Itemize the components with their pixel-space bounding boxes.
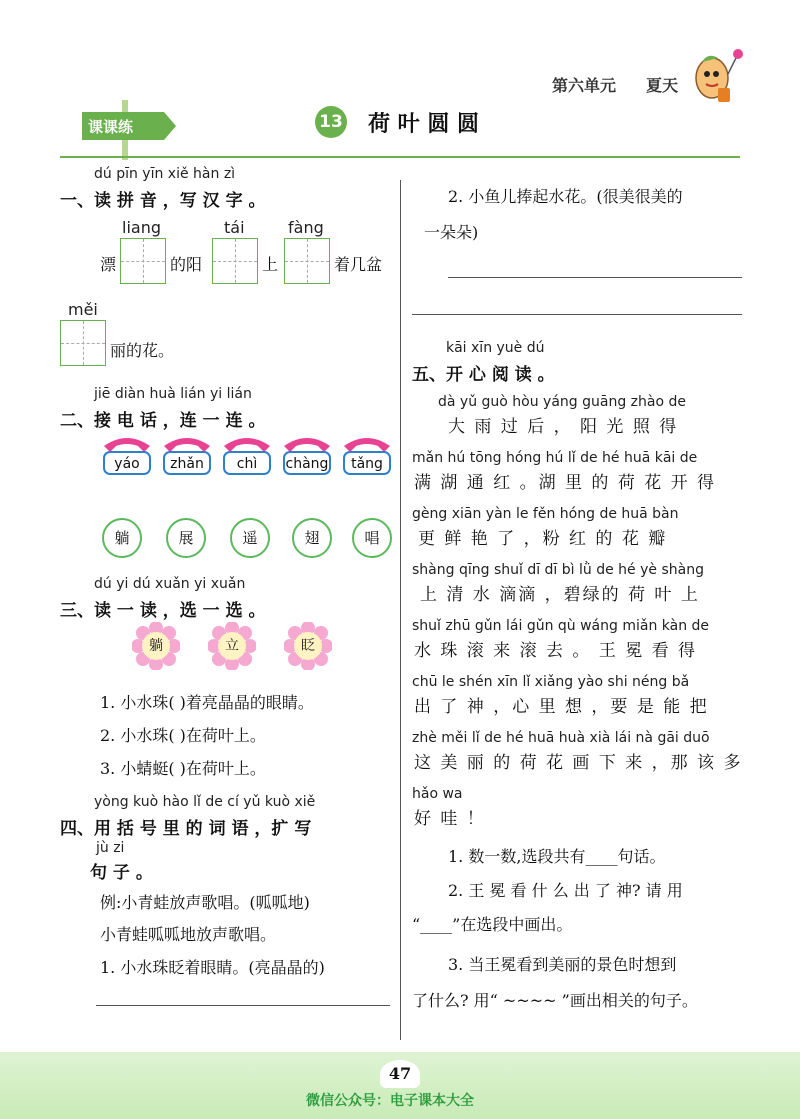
s5-question-2: 2. 王 冕 看 什 么 出 了 神? 请 用 xyxy=(448,881,683,900)
flower-option-3[interactable] xyxy=(284,622,332,670)
s3-item-3: 3. 小蜻蜓( )在荷叶上。 xyxy=(100,759,266,778)
char-circle-3[interactable]: 遥 xyxy=(230,518,270,558)
char-circle-5[interactable]: 唱 xyxy=(352,518,392,558)
passage-line-7: 这 美 丽 的 荷 花 画 下 来 ，那 该 多 xyxy=(414,753,743,773)
s2-pinyin: jiē diàn huà lián yi lián xyxy=(94,386,252,402)
footer-watermark: 微信公众号：电子课本大全 xyxy=(306,1093,474,1109)
s5-question-3: 3. 当王冕看到美丽的景色时想到 xyxy=(448,955,677,974)
s1-py-4: měi xyxy=(68,300,98,319)
phone-card-3[interactable] xyxy=(220,432,274,476)
s1-text-5: 丽的花。 xyxy=(110,341,175,360)
s4-pinyin: yòng kuò hào lǐ de cí yǔ kuò xiě xyxy=(94,794,316,810)
unit-label: 第六单元 xyxy=(552,76,617,95)
char-circle-4[interactable]: 翅 xyxy=(292,518,332,558)
column-divider xyxy=(400,180,401,1040)
passage-line-2: 满 湖 通 红 。湖 里 的 荷 花 开 得 xyxy=(414,473,717,493)
passage-line-4: 上 清 水 滴滴 ，碧绿的 荷 叶 上 xyxy=(420,585,700,605)
phone-card-1[interactable] xyxy=(100,432,154,476)
header-rule xyxy=(60,156,740,158)
lesson-title: 荷 叶 圆 圆 xyxy=(368,111,479,137)
passage-pinyin-4: shàng qīng shuǐ dī dī bì lǜ de hé yè shàng xyxy=(412,562,704,578)
season-label: 夏天 xyxy=(646,76,679,95)
s5-question-1: 1. 数一数,选段共有____句话。 xyxy=(448,847,666,866)
char-circle-2[interactable]: 展 xyxy=(166,518,206,558)
phone-pinyin-4: chàng xyxy=(285,456,329,472)
s4-question-2-cont: 一朵朵) xyxy=(424,223,479,242)
s2-heading: 二、接 电 话 ，连 一 连 。 xyxy=(60,411,266,431)
s1-text-3: 上 xyxy=(262,255,279,274)
s4-example: 例:小青蛙放声歌唱。(呱呱地) xyxy=(100,893,310,912)
phone-pinyin-5: tǎng xyxy=(351,456,383,472)
s5-pinyin: kāi xīn yuè dú xyxy=(446,340,545,356)
answer-line-q1[interactable] xyxy=(96,1005,390,1006)
s1-py-1: liang xyxy=(122,218,161,237)
passage-line-6: 出 了 神 ，心 里 想 ，要 是 能 把 xyxy=(414,697,709,717)
passage-pinyin-8: hǎo wa xyxy=(412,786,463,802)
lesson-number: 13 xyxy=(315,106,347,138)
flower-char-1: 躺 xyxy=(142,632,170,660)
phone-pinyin-2: zhǎn xyxy=(170,456,204,472)
s3-pinyin: dú yi dú xuǎn yi xuǎn xyxy=(94,576,246,592)
s1-py-3: fàng xyxy=(288,218,324,237)
flower-char-2: 立 xyxy=(218,632,246,660)
page-number: 47 xyxy=(380,1060,420,1088)
answer-line-q2[interactable] xyxy=(448,277,742,278)
passage-pinyin-1: dà yǔ guò hòu yáng guāng zhào de xyxy=(438,394,687,410)
s1-heading: 一、读 拼 音 ，写 汉 字 。 xyxy=(60,191,266,211)
passage-pinyin-2: mǎn hú tōng hóng hú lǐ de hé huā kāi de xyxy=(412,450,698,466)
s5-heading: 五、开 心 阅 读 。 xyxy=(412,365,555,385)
phone-card-4[interactable] xyxy=(280,432,334,476)
s1-writing-box-3[interactable] xyxy=(284,238,330,284)
s4-example-answer: 小青蛙呱呱地放声歌唱。 xyxy=(100,925,277,944)
phone-pinyin-3: chì xyxy=(236,456,258,472)
flower-char-3: 眨 xyxy=(294,632,322,660)
s1-writing-box-2[interactable] xyxy=(212,238,258,284)
s1-text-1: 漂 xyxy=(100,255,117,274)
phone-card-5[interactable] xyxy=(340,432,394,476)
s4-heading-2: 句 子 。 xyxy=(90,863,153,883)
s4-question-1: 1. 小水珠眨着眼睛。(亮晶晶的) xyxy=(100,958,325,977)
badge-label: 课课练 xyxy=(88,118,134,136)
s5-question-2-cont: “____”在选段中画出。 xyxy=(412,915,573,934)
s3-item-1: 1. 小水珠( )着亮晶晶的眼睛。 xyxy=(100,693,314,712)
s4-question-2: 2. 小鱼儿捧起水花。(很美很美的 xyxy=(448,187,683,206)
s1-py-2: tái xyxy=(224,218,245,237)
phone-pinyin-1: yáo xyxy=(114,456,140,472)
s1-text-2: 的阳 xyxy=(170,255,203,274)
passage-pinyin-3: gèng xiān yàn le fěn hóng de huā bàn xyxy=(412,506,679,522)
passage-pinyin-7: zhè měi lǐ de hé huā huà xià lái nà gāi duō xyxy=(412,730,710,746)
passage-line-3: 更 鲜 艳 了 ，粉 红 的 花 瓣 xyxy=(418,529,668,549)
passage-line-8: 好 哇 ！ xyxy=(414,809,486,829)
s1-pinyin: dú pīn yīn xiě hàn zì xyxy=(94,166,236,182)
flower-option-1[interactable] xyxy=(132,622,180,670)
answer-line-q2b[interactable] xyxy=(412,314,742,315)
s1-writing-box-4[interactable] xyxy=(60,320,106,366)
s3-heading: 三、读 一 读 ，选 一 选 。 xyxy=(60,601,266,621)
s3-item-2: 2. 小水珠( )在荷叶上。 xyxy=(100,726,266,745)
char-circle-1[interactable]: 躺 xyxy=(102,518,142,558)
phone-card-2[interactable] xyxy=(160,432,214,476)
passage-line-1: 大 雨 过 后 ， 阳 光 照 得 xyxy=(448,417,679,437)
s1-text-4: 着几盆 xyxy=(334,255,383,274)
s4-pinyin-2: jù zi xyxy=(96,840,125,856)
passage-line-5: 水 珠 滚 来 滚 去 。 王 冕 看 得 xyxy=(414,641,698,661)
flower-option-2[interactable] xyxy=(208,622,256,670)
s1-writing-box-1[interactable] xyxy=(120,238,166,284)
passage-pinyin-5: shuǐ zhū gǔn lái gǔn qù wáng miǎn kàn de xyxy=(412,618,710,634)
s5-question-3-cont: 了什么? 用“ ~~~~ ”画出相关的句子。 xyxy=(412,991,698,1010)
passage-pinyin-6: chū le shén xīn lǐ xiǎng yào shi néng bǎ xyxy=(412,674,690,690)
mascot-icon xyxy=(688,48,744,106)
s4-heading: 四、用 括 号 里 的 词 语 ，扩 写 xyxy=(60,819,312,839)
